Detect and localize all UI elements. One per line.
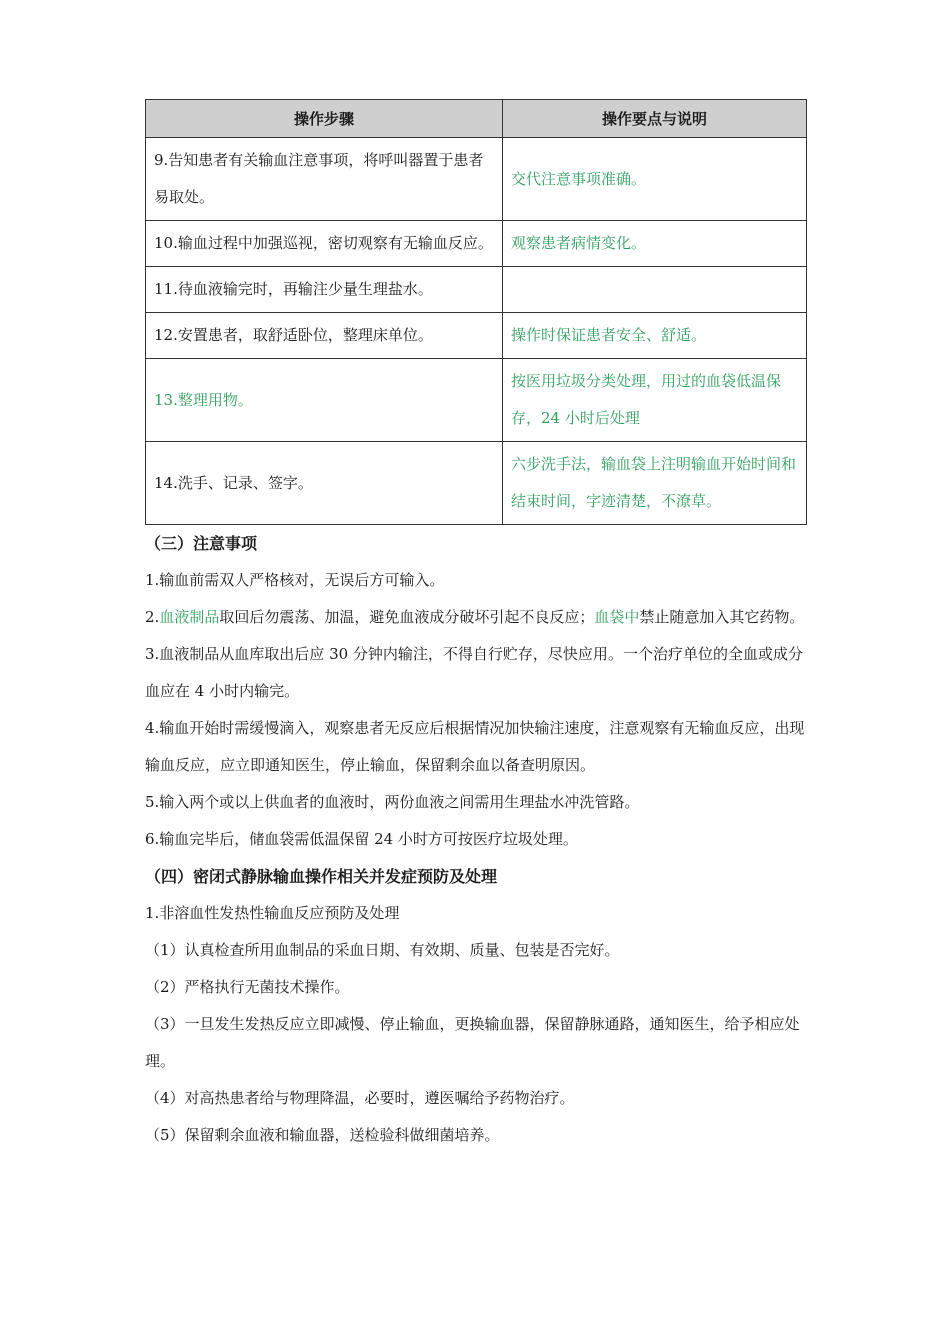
list-item: 4.输血开始时需缓慢滴入，观察患者无反应后根据情况加快输注速度，注意观察有无输血反应，出现输血反应，应立即通知医生，停止输血，保留剩余血以备查明原因。 xyxy=(145,719,805,774)
document-page xyxy=(145,99,807,1154)
procedure-table xyxy=(145,99,807,525)
table-row xyxy=(146,313,807,359)
item-number: 2. xyxy=(145,608,160,626)
step-cell: 14.洗手、记录、签字。 xyxy=(146,442,503,525)
table-row xyxy=(146,221,807,267)
list-item: （3）一旦发生发热反应立即减慢、停止输血，更换输血器，保留静脉通路，通知医生，给予相应处理。 xyxy=(145,1015,800,1070)
table-row xyxy=(146,267,807,313)
list-item: 1.输血前需双人严格核对，无误后方可输入。 xyxy=(145,571,445,589)
section-title-complications: （四）密闭式静脉输血操作相关并发症预防及处理 xyxy=(145,867,498,886)
highlight-text: 血液制品 xyxy=(159,608,220,626)
header-steps: 操作步骤 xyxy=(146,100,503,138)
list-item: （4）对高热患者给与物理降温，必要时，遵医嘱给予药物治疗。 xyxy=(145,1089,575,1107)
highlight-text: 血袋中 xyxy=(594,608,640,626)
table-row xyxy=(146,359,807,442)
list-item: 3.血液制品从血库取出后应 30 分钟内输注，不得自行贮存，尽快应用。一个治疗单位的全血或成分血应在 4 小时内输完。 xyxy=(145,645,803,700)
step-cell: 11.待血液输完时，再输注少量生理盐水。 xyxy=(146,267,503,313)
list-item: 6.输血完毕后，储血袋需低温保留 24 小时方可按医疗垃圾处理。 xyxy=(145,830,578,848)
note-cell: 操作时保证患者安全、舒适。 xyxy=(503,313,807,359)
note-cell: 交代注意事项准确。 xyxy=(503,138,807,221)
note-cell: 观察患者病情变化。 xyxy=(503,221,807,267)
list-item: （2）严格执行无菌技术操作。 xyxy=(145,978,350,996)
note-cell xyxy=(503,267,807,313)
step-cell: 13.整理用物。 xyxy=(146,359,503,442)
note-cell: 按医用垃圾分类处理，用过的血袋低温保存，24 小时后处理 xyxy=(503,359,807,442)
step-cell: 10.输血过程中加强巡视，密切观察有无输血反应。 xyxy=(146,221,503,267)
note-cell: 六步洗手法，输血袋上注明输血开始时间和结束时间，字迹清楚，不潦草。 xyxy=(503,442,807,525)
header-notes: 操作要点与说明 xyxy=(503,100,807,138)
table-header-row xyxy=(146,100,807,138)
step-cell: 9.告知患者有关输血注意事项，将呼叫器置于患者易取处。 xyxy=(146,138,503,221)
list-item: （1）认真检查所用血制品的采血日期、有效期、质量、包装是否完好。 xyxy=(145,941,620,959)
section-title-precautions: （三）注意事项 xyxy=(145,534,258,553)
item-text: 取回后勿震荡、加温，避免血液成分破坏引起不良反应； xyxy=(219,608,595,626)
table-row xyxy=(146,442,807,525)
step-cell: 12.安置患者，取舒适卧位，整理床单位。 xyxy=(146,313,503,359)
list-item: 1.非溶血性发热性输血反应预防及处理 xyxy=(145,904,400,922)
item-text: 禁止随意加入其它药物。 xyxy=(639,608,805,626)
list-item: （5）保留剩余血液和输血器，送检验科做细菌培养。 xyxy=(145,1126,500,1144)
list-item: 5.输入两个或以上供血者的血液时，两份血液之间需用生理盐水冲洗管路。 xyxy=(145,793,640,811)
list-item xyxy=(145,599,807,636)
table-row xyxy=(146,138,807,221)
